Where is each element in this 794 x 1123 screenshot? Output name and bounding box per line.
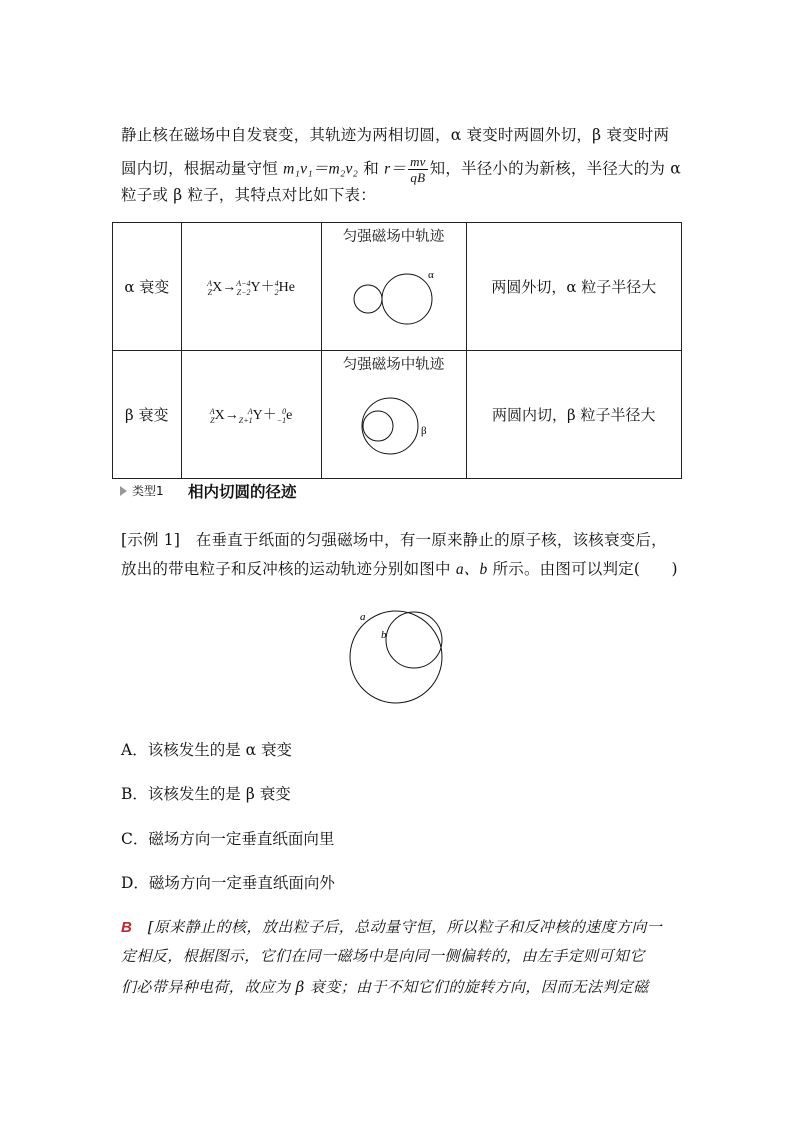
parent-nuclide: X — [212, 280, 223, 296]
emitted-particle: He — [278, 280, 295, 296]
plus-sign: ＋ — [260, 280, 275, 296]
table-row — [113, 223, 682, 351]
alpha-particle-orbit — [382, 274, 432, 324]
decay-equation — [207, 280, 295, 295]
example-line-2-post: 所示。由图可以判定( ) — [487, 560, 678, 578]
intro-line-2-and: 和 — [358, 159, 385, 178]
example-line-2-pre: 放出的带电粒子和反冲核的运动轨迹分别如图中 — [121, 560, 456, 578]
daughter-nuclide-prefix: A−4 Z−2 — [236, 278, 251, 297]
intro-line-3: 粒子或 β 粒子，其特点对比如下表： — [121, 186, 376, 204]
example-trajectory-diagram — [340, 604, 460, 714]
daughter-nucleus-orbit — [363, 411, 393, 441]
decay-equation-cell — [181, 351, 321, 479]
section-tag — [120, 482, 164, 499]
label-a: a — [360, 611, 366, 623]
orbit-a — [350, 611, 442, 703]
daughter-nuclide-prefix: A Z+1 — [238, 406, 253, 425]
label-b: b — [381, 629, 387, 641]
alpha-label: α — [427, 269, 434, 281]
daughter-nucleus-orbit — [354, 285, 382, 313]
external-tangent-circles-diagram — [323, 246, 465, 346]
option-d: D．磁场方向一定垂直纸面向外 — [121, 874, 335, 892]
answer-text-1: [原来静止的核，放出粒子后，总动量守恒，所以粒子和反冲核的速度方向一 — [147, 918, 663, 936]
radius-equation-lhs: r＝ — [384, 160, 407, 178]
daughter-nuclide: Y — [252, 408, 263, 424]
daughter-nuclide: Y — [250, 280, 261, 296]
example-labels-ab: a、b — [455, 561, 488, 578]
trajectory-figure-cell — [321, 223, 466, 351]
fraction-denominator: qB — [410, 170, 426, 185]
decay-name-cell: α 衰变 — [113, 223, 182, 351]
figure-caption: 匀强磁场中轨迹 — [342, 229, 445, 245]
triangle-marker-icon — [120, 486, 127, 496]
momentum-equation: m₁v₁＝m₂v₂ — [283, 160, 359, 178]
parent-nuclide: X — [214, 408, 225, 424]
plus-sign: ＋ — [262, 408, 277, 424]
reaction-arrow: → — [224, 408, 239, 424]
beta-label: β — [420, 425, 427, 437]
figure-caption: 匀强磁场中轨迹 — [342, 357, 445, 373]
reaction-arrow: → — [222, 280, 237, 296]
parent-nuclide-prefix: A Z — [209, 406, 215, 425]
answer-line-1 — [121, 916, 662, 937]
intro-line-1: 静止核在磁场中自发衰变，其轨迹为两相切圆，α 衰变时两圆外切，β 衰变时两 — [121, 126, 670, 144]
option-c: C．磁场方向一定垂直纸面向里 — [121, 830, 335, 848]
answer-line-2: 定相反，根据图示，它们在同一磁场中是向同一侧偏转的，由左手定则可知它 — [121, 947, 645, 965]
intro-line-2-pre: 圆内切，根据动量守恒 — [121, 159, 284, 178]
decay-equation — [210, 408, 293, 423]
internal-tangent-circles-diagram — [323, 374, 465, 474]
option-b: B．该核发生的是 β 衰变 — [121, 785, 291, 803]
fraction-numerator: mv — [410, 154, 426, 169]
section-title: 相内切圆的径迹 — [188, 483, 297, 501]
example-line-2 — [121, 557, 678, 579]
trajectory-figure-cell — [321, 351, 466, 479]
intro-line-2 — [121, 154, 681, 185]
answer-line-3: 们必带异种电荷，故应为 β 衰变；由于不知它们的旋转方向，因而无法判定磁 — [121, 978, 649, 996]
beta-particle-orbit — [362, 398, 418, 454]
decay-comparison-table — [112, 222, 682, 479]
particle-prefix: 0 −1 — [276, 406, 287, 425]
option-a: A．该核发生的是 α 衰变 — [121, 741, 293, 759]
decay-equation-cell — [181, 223, 321, 351]
parent-nuclide-prefix: A Z — [207, 278, 213, 297]
radius-fraction — [408, 154, 428, 185]
decay-description-cell: 两圆外切，α 粒子半径大 — [466, 223, 681, 351]
orbit-b — [386, 612, 442, 668]
decay-name-cell: β 衰变 — [113, 351, 182, 479]
decay-description-cell: 两圆内切，β 粒子半径大 — [466, 351, 681, 479]
example-line-1: [示例 1] 在垂直于纸面的匀强磁场中，有一原来静止的原子核，该核衰变后， — [121, 531, 667, 549]
section-tag-label: 类型1 — [132, 484, 164, 498]
intro-line-2-post: 知，半径小的为新核，半径大的为 α — [429, 159, 681, 178]
particle-prefix: 4 2 — [274, 278, 279, 297]
answer-letter: B — [121, 919, 133, 936]
table-row — [113, 351, 682, 479]
emitted-particle: e — [286, 408, 293, 424]
